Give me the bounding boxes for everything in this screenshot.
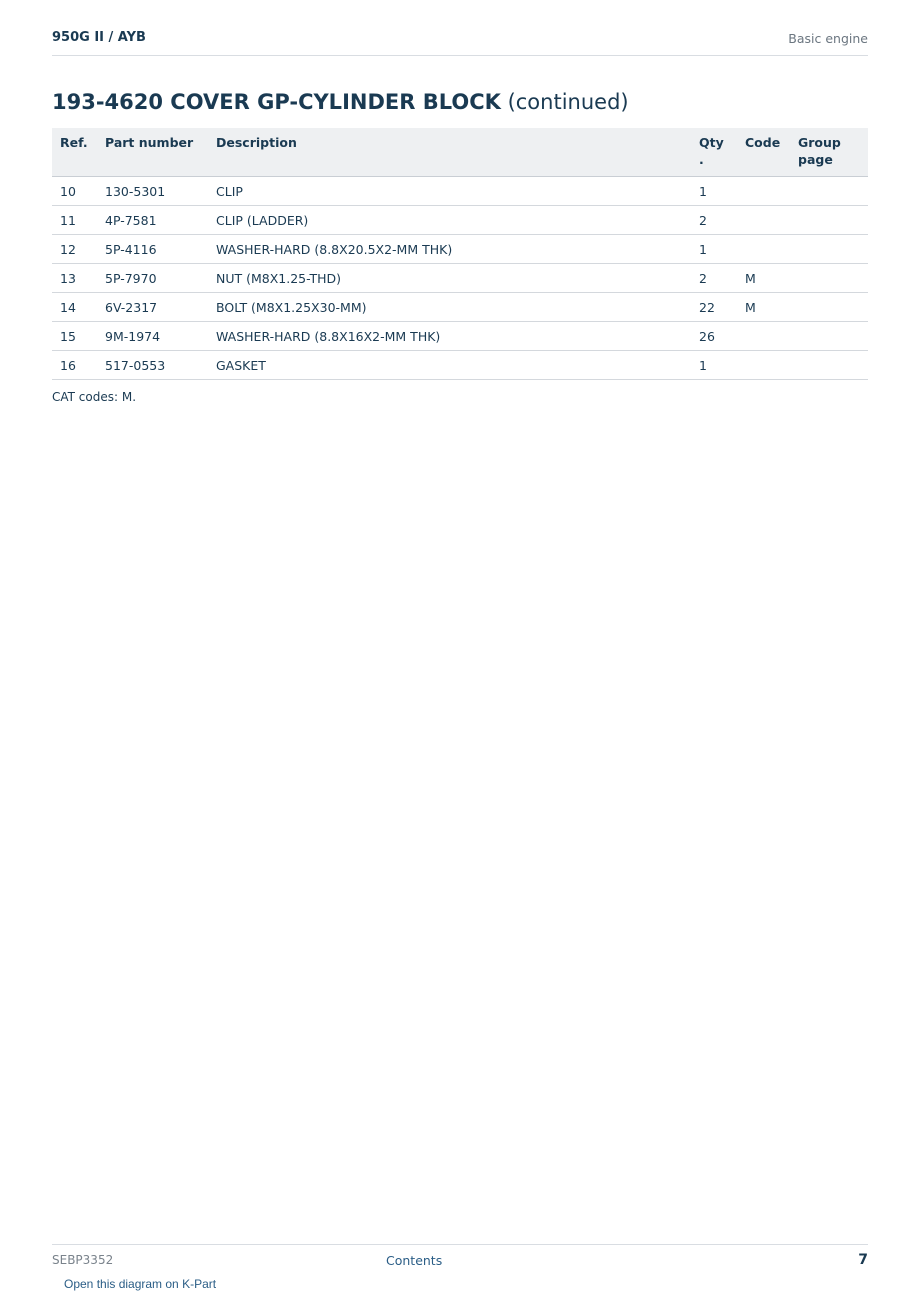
cell-ref: 15 xyxy=(52,322,98,351)
cell-part-number: 517-0553 xyxy=(98,351,208,380)
cell-qty: 1 xyxy=(691,235,737,264)
cell-description: WASHER-HARD (8.8X16X2-MM THK) xyxy=(208,322,691,351)
cat-codes-note: CAT codes: M. xyxy=(52,390,137,404)
section-name: Basic engine xyxy=(788,31,868,46)
cell-group-page xyxy=(790,264,868,293)
cell-ref: 10 xyxy=(52,177,98,206)
cell-part-number: 5P-4116 xyxy=(98,235,208,264)
table-row xyxy=(52,322,868,351)
cell-description: NUT (M8X1.25-THD) xyxy=(208,264,691,293)
cell-ref: 14 xyxy=(52,293,98,322)
title-suffix: (continued) xyxy=(500,90,629,114)
cell-code xyxy=(737,177,790,206)
cell-code xyxy=(737,235,790,264)
cell-group-page xyxy=(790,351,868,380)
cell-description: BOLT (M8X1.25X30-MM) xyxy=(208,293,691,322)
cell-description: CLIP xyxy=(208,177,691,206)
cell-qty: 22 xyxy=(691,293,737,322)
col-qty-header: Qty . xyxy=(691,128,737,177)
contents-link[interactable]: Contents xyxy=(386,1253,443,1268)
page-number: 7 xyxy=(858,1252,868,1268)
cell-part-number: 130-5301 xyxy=(98,177,208,206)
cell-qty: 2 xyxy=(691,264,737,293)
cell-code xyxy=(737,351,790,380)
footer-divider xyxy=(52,1244,868,1245)
document-id: SEBP3352 xyxy=(52,1253,114,1267)
cell-qty: 1 xyxy=(691,177,737,206)
page-header xyxy=(52,28,868,56)
cell-code: M xyxy=(737,264,790,293)
col-group-header: Group page xyxy=(790,128,868,177)
table-row xyxy=(52,177,868,206)
cell-ref: 13 xyxy=(52,264,98,293)
table-row xyxy=(52,206,868,235)
cell-code xyxy=(737,206,790,235)
cell-ref: 16 xyxy=(52,351,98,380)
cell-ref: 11 xyxy=(52,206,98,235)
table-row xyxy=(52,235,868,264)
kpart-link[interactable]: Open this diagram on K-Part xyxy=(64,1277,217,1291)
cell-part-number: 4P-7581 xyxy=(98,206,208,235)
cell-code xyxy=(737,322,790,351)
cell-part-number: 9M-1974 xyxy=(98,322,208,351)
cell-group-page xyxy=(790,235,868,264)
parts-table xyxy=(52,128,868,380)
cell-qty: 26 xyxy=(691,322,737,351)
cell-part-number: 6V-2317 xyxy=(98,293,208,322)
cell-description: WASHER-HARD (8.8X20.5X2-MM THK) xyxy=(208,235,691,264)
col-code-header: Code xyxy=(737,128,790,177)
cell-part-number: 5P-7970 xyxy=(98,264,208,293)
col-desc-header: Description xyxy=(208,128,691,177)
cell-code: M xyxy=(737,293,790,322)
col-part-header: Part number xyxy=(98,128,208,177)
cell-description: CLIP (LADDER) xyxy=(208,206,691,235)
table-header-row xyxy=(52,128,868,177)
cell-ref: 12 xyxy=(52,235,98,264)
cell-group-page xyxy=(790,206,868,235)
cell-qty: 2 xyxy=(691,206,737,235)
cell-description: GASKET xyxy=(208,351,691,380)
table-row xyxy=(52,264,868,293)
machine-model: 950G II / AYB xyxy=(52,30,146,45)
cell-qty: 1 xyxy=(691,351,737,380)
col-ref-header: Ref. xyxy=(52,128,98,177)
table-row xyxy=(52,351,868,380)
cell-group-page xyxy=(790,322,868,351)
page-title xyxy=(52,90,629,114)
cell-group-page xyxy=(790,177,868,206)
title-main: 193-4620 COVER GP-CYLINDER BLOCK xyxy=(52,90,501,114)
table-row xyxy=(52,293,868,322)
cell-group-page xyxy=(790,293,868,322)
